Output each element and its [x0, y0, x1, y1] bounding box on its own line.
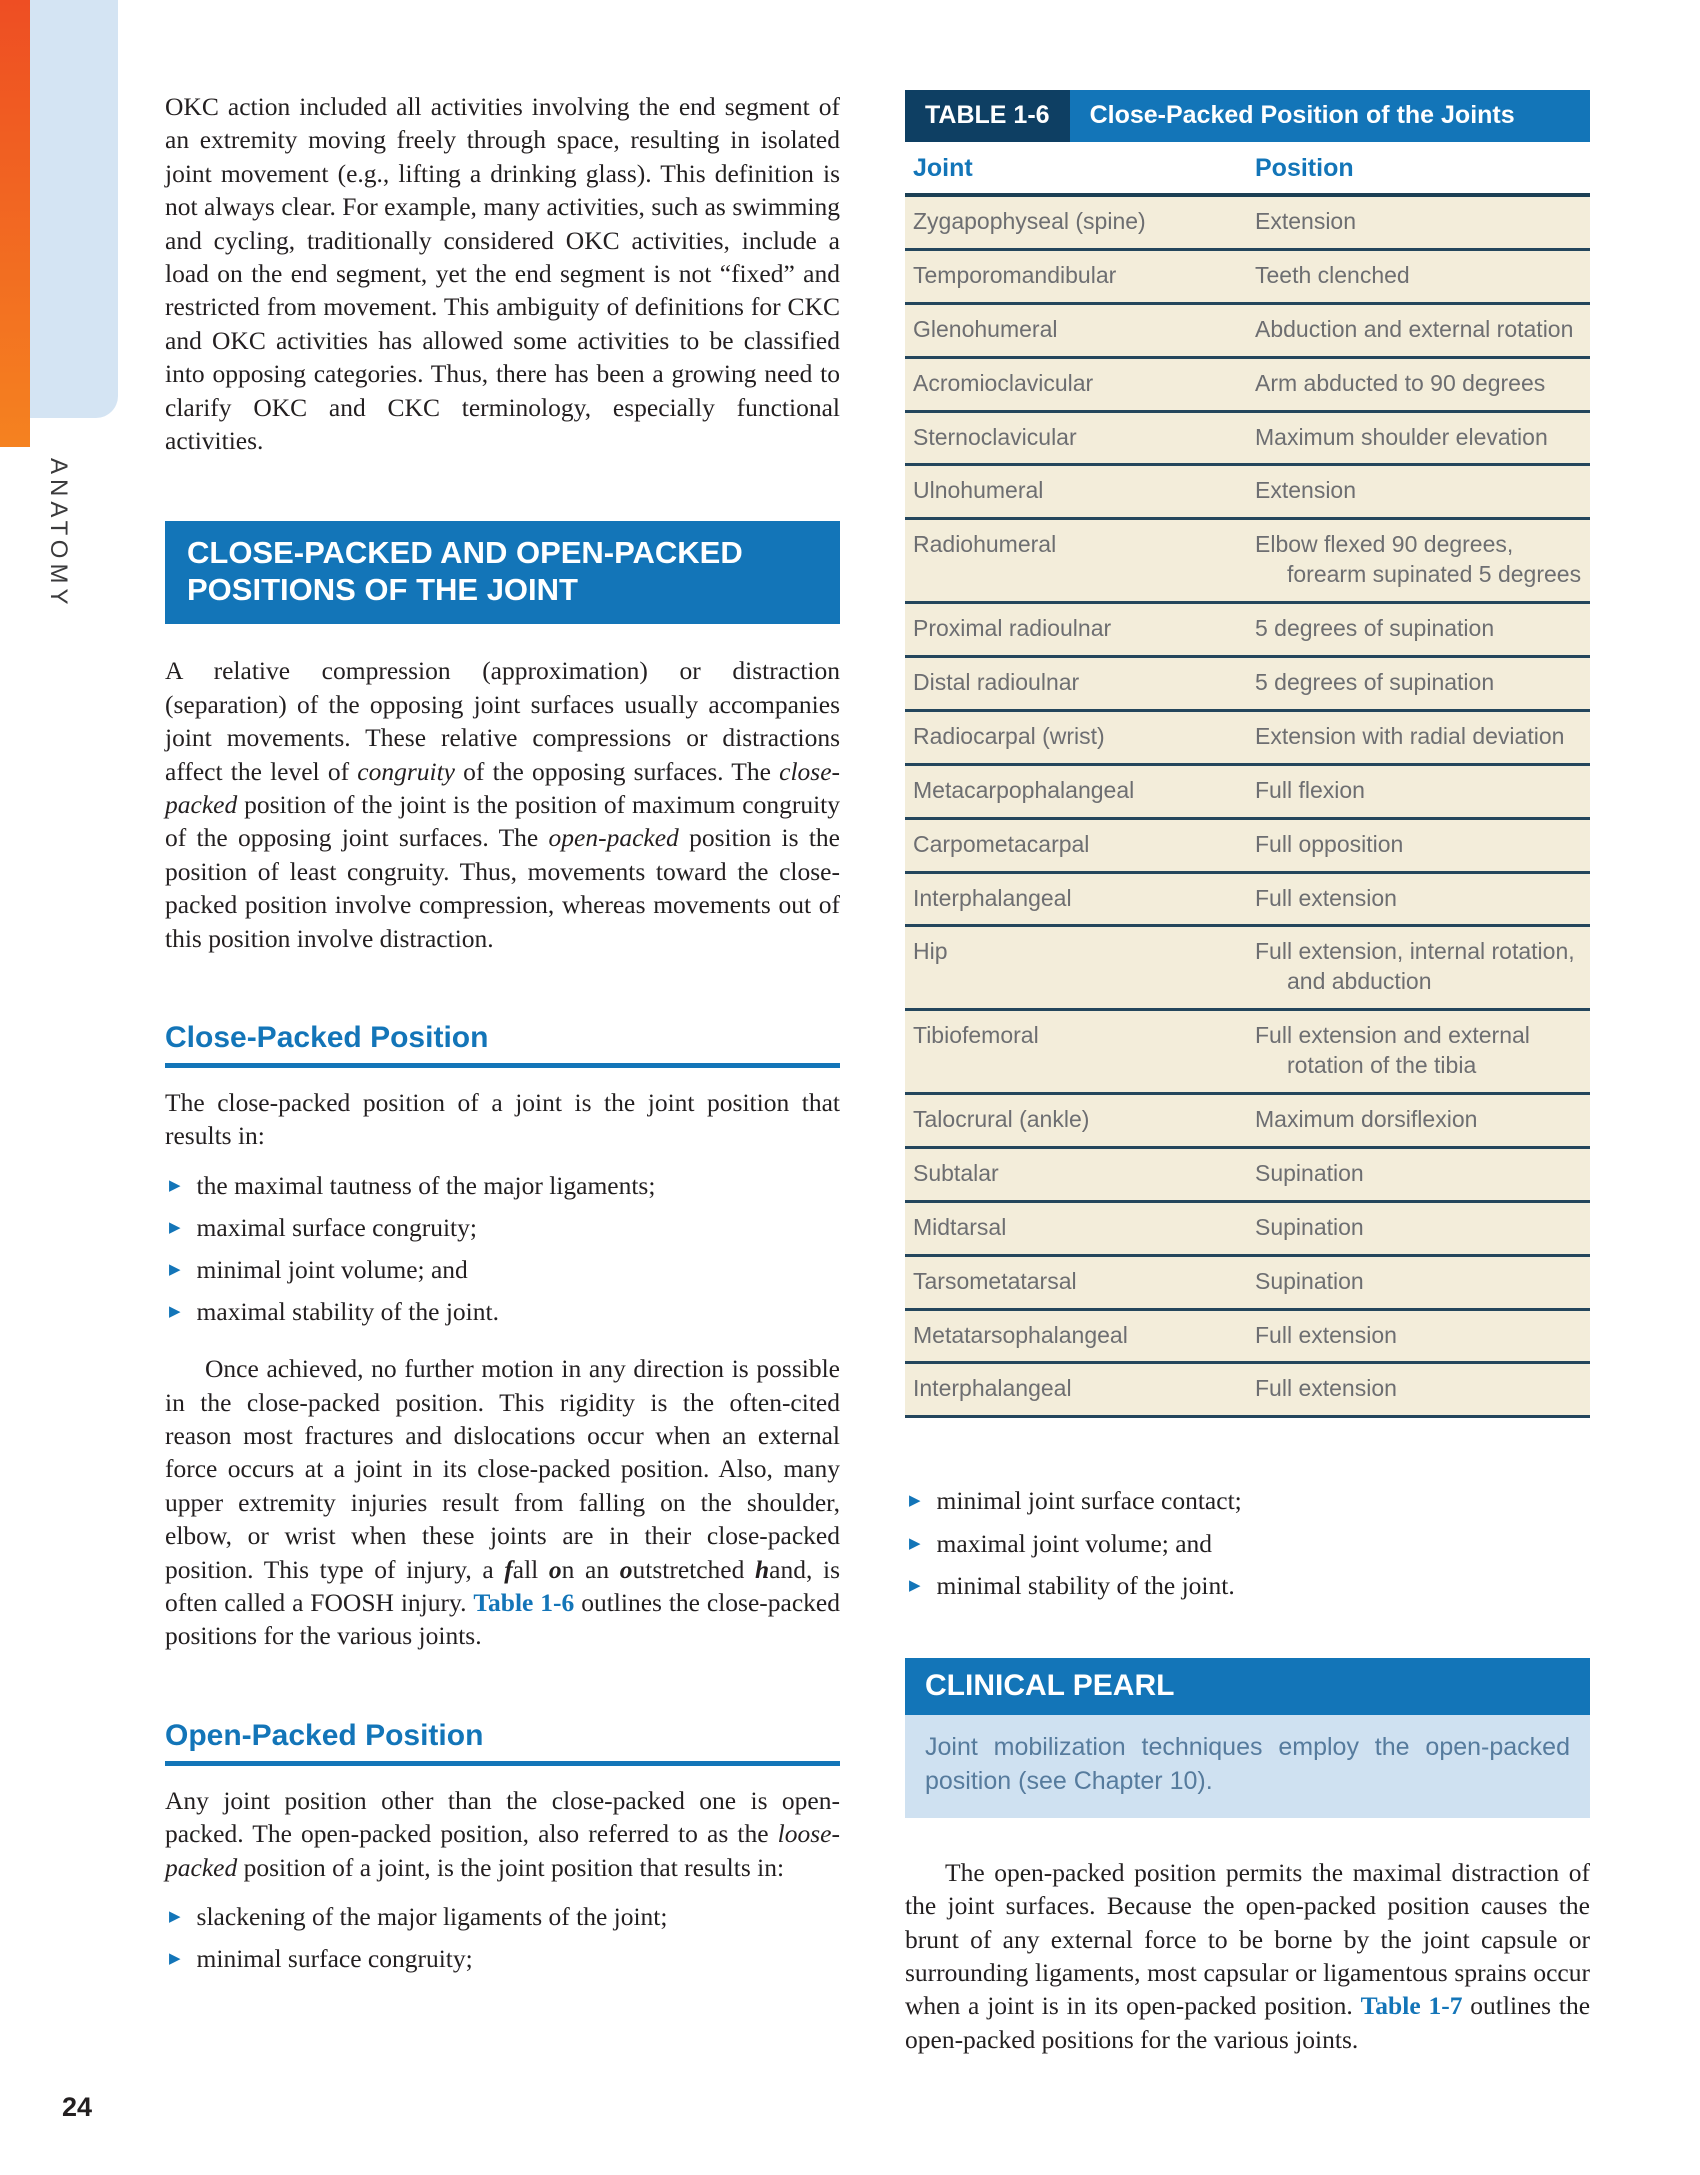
cell-joint: Tibiofemoral	[913, 1022, 1039, 1049]
paragraph-congruity: A relative compression (approximation) or distraction (separation) of the opposing joint surfaces usually accompanies joint movements. These relative compressions or distractions affect the level of congruity of the opposing surfaces. The close-packed position of the joint is the position of maximum congruity of the opposing joint surfaces. The open-packed position is the position of least congruity. Thus, movements toward the close-packed position involve compression, whereas movements out of this position involve distraction.	[165, 656, 841, 953]
cell-position: Full extension	[1255, 1321, 1397, 1348]
table-row	[905, 413, 1590, 467]
cell-joint: Metacarpophalangeal	[913, 776, 1135, 803]
table-title-bar	[905, 90, 1590, 142]
clinical-pearl-box	[905, 1658, 1590, 1818]
bullet-item	[167, 1169, 840, 1202]
subheading-close-packed-position: Close-Packed Position	[165, 1021, 840, 1068]
cell-joint: Glenohumeral	[913, 315, 1058, 342]
section-heading-close-open-packed: CLOSE-PACKED AND OPEN-PACKED POSITIONS OF THE JOINT	[165, 521, 840, 624]
table-row	[905, 197, 1590, 251]
page-number: 24	[62, 2092, 93, 2122]
table-row	[905, 251, 1590, 305]
table-row	[905, 766, 1590, 820]
bullet-text: maximal stability of the joint.	[196, 1297, 499, 1327]
cell-position: Extension	[1255, 477, 1357, 504]
cell-joint: Ulnohumeral	[913, 477, 1044, 504]
edge-orange-bar	[0, 0, 30, 447]
bullet-triangle-icon: ▶	[909, 1577, 921, 1594]
cell-position: Full extension and external rotation of the tibia	[1255, 1022, 1530, 1079]
bullet-text: minimal joint surface contact;	[936, 1486, 1242, 1516]
table-row	[905, 520, 1590, 604]
cell-position: Extension with radial deviation	[1255, 722, 1565, 749]
cell-joint: Hip	[913, 938, 948, 965]
table-header-row	[905, 142, 1590, 197]
table-title: Close-Packed Position of the Joints	[1070, 90, 1590, 142]
bullet-text: maximal surface congruity;	[196, 1212, 477, 1242]
cell-joint: Interphalangeal	[913, 1375, 1072, 1402]
cell-position: Arm abducted to 90 degrees	[1255, 369, 1546, 396]
cell-joint: Talocrural (ankle)	[913, 1106, 1090, 1133]
table-row	[905, 712, 1590, 766]
bullet-text: maximal joint volume; and	[936, 1528, 1213, 1558]
chapter-sidebar-label: ANATOMY	[45, 458, 72, 610]
table-row	[905, 1095, 1590, 1149]
cell-position: Abduction and external rotation	[1255, 315, 1574, 342]
bullet-triangle-icon: ▶	[169, 1177, 181, 1194]
bullet-triangle-icon: ▶	[169, 1219, 181, 1236]
cell-position: 5 degrees of supination	[1255, 669, 1495, 696]
cell-joint: Temporomandibular	[913, 261, 1117, 288]
bullet-triangle-icon: ▶	[169, 1304, 181, 1321]
bullet-text: slackening of the major ligaments of the joint;	[196, 1902, 668, 1931]
table-row	[905, 658, 1590, 712]
cell-joint: Acromioclavicular	[913, 369, 1094, 396]
cell-position: Full extension	[1255, 884, 1397, 911]
table-row	[905, 1311, 1590, 1365]
subheading-open-packed-position: Open-Packed Position	[165, 1719, 840, 1766]
cell-position: Supination	[1255, 1267, 1364, 1294]
bullet-text: minimal surface congruity;	[196, 1944, 473, 1974]
bullet-item	[167, 1295, 840, 1328]
bullet-item	[907, 1484, 1590, 1517]
bullet-text: the maximal tautness of the major ligaments;	[196, 1170, 656, 1200]
table-row	[905, 820, 1590, 874]
cell-position: Teeth clenched	[1255, 261, 1410, 288]
bullet-triangle-icon: ▶	[909, 1493, 921, 1510]
table-row	[905, 466, 1590, 520]
table-row	[905, 305, 1590, 359]
table-row	[905, 1364, 1590, 1418]
left-column	[165, 90, 840, 2056]
table-row	[905, 604, 1590, 658]
table-row	[905, 359, 1590, 413]
cell-joint: Radiocarpal (wrist)	[913, 722, 1105, 749]
bullet-item	[907, 1569, 1590, 1602]
cell-position: Supination	[1255, 1213, 1364, 1240]
cell-joint: Midtarsal	[913, 1213, 1007, 1240]
bullet-item	[167, 1211, 840, 1244]
bullet-item	[167, 1253, 840, 1286]
cell-joint: Tarsometatarsal	[913, 1267, 1077, 1294]
cell-joint: Sternoclavicular	[913, 423, 1077, 450]
table-row	[905, 1149, 1590, 1203]
bullet-item	[167, 1900, 840, 1933]
cell-joint: Subtalar	[913, 1159, 999, 1186]
bullet-triangle-icon: ▶	[169, 1909, 181, 1925]
cell-joint: Radiohumeral	[913, 531, 1057, 558]
bullet-triangle-icon: ▶	[169, 1951, 181, 1968]
open-packed-bullet-list	[167, 1900, 840, 1975]
paragraph-open-packed-distraction: The open-packed position permits the maximal distraction of the joint surfaces. Because the open-packed position causes the brunt of any external force to be borne by the joint capsule or surrounding ligaments, most capsular or ligamentous sprains occur when a joint is in its open-packed position. Table 1-7 outlines the open-packed positions for the various joints.	[905, 1857, 1591, 2054]
cell-position: Maximum dorsiflexion	[1255, 1106, 1478, 1133]
cell-position: Maximum shoulder elevation	[1255, 423, 1548, 450]
paragraph-okc-definition: OKC action included all activities involving the end segment of an extremity moving freely through space, resulting in isolated joint movement (e.g., lifting a drinking glass). This definition is not always clear. For example, many activities, such as swimming and cycling, traditionally considered OKC activities, include a load on the end segment, yet the end segment is not “fixed” and restricted from movement. This ambiguity of definitions for CKC and OKC activities has allowed some activities to be classified into opposing categories. Thus, there has been a growing need to clarify OKC and CKC terminology, especially functional activities.	[165, 92, 840, 455]
cell-position: Full flexion	[1255, 776, 1365, 803]
bullet-text: minimal joint volume; and	[196, 1255, 468, 1285]
close-packed-bullet-list	[167, 1169, 840, 1329]
cell-joint: Distal radioulnar	[913, 669, 1080, 696]
cell-position: Full opposition	[1255, 830, 1404, 857]
two-column-layout	[165, 90, 1590, 2056]
table-number-label: TABLE 1-6	[905, 90, 1070, 142]
table-1-6	[905, 90, 1590, 1418]
bullet-triangle-icon: ▶	[169, 1262, 181, 1279]
open-packed-bullet-list-continued	[907, 1484, 1590, 1601]
bullet-item	[907, 1527, 1590, 1560]
cell-position: Full extension, internal rotation, and abduction	[1255, 938, 1575, 995]
open-packed-intro: Any joint position other than the close-packed one is open-packed. The open-packed position, also referred to as the loose-packed position of a joint, is the joint position that results in:	[165, 1785, 840, 1882]
cell-position: Elbow flexed 90 degrees, forearm supinated 5 degrees	[1255, 531, 1582, 588]
cell-joint: Carpometacarpal	[913, 830, 1090, 857]
cell-joint: Metatarsophalangeal	[913, 1321, 1128, 1348]
clinical-pearl-text: Joint mobilization techniques employ the open-packed position (see Chapter 10).	[905, 1715, 1590, 1818]
bullet-triangle-icon: ▶	[909, 1535, 921, 1552]
cell-position: Extension	[1255, 208, 1357, 234]
table-row	[905, 1203, 1590, 1257]
column-header-position: Position	[1255, 154, 1354, 182]
right-column	[905, 90, 1590, 2056]
table-row	[905, 1257, 1590, 1311]
column-header-joint: Joint	[913, 154, 973, 182]
clinical-pearl-heading: CLINICAL PEARL	[905, 1658, 1590, 1715]
close-packed-intro: The close-packed position of a joint is the joint position that results in:	[165, 1087, 840, 1151]
paragraph-once-achieved: Once achieved, no further motion in any direction is possible in the close-packed position. This rigidity is the often-cited reason most fractures and dislocations occur when an external force occurs at a joint in its close-packed position. Also, many upper extremity injuries result from falling on the shoulder, elbow, or wrist when these joints are in their close-packed position. This type of injury, a fall on an outstretched hand, is often called a FOOSH injury. Table 1-6 outlines the close-packed positions for the various joints.	[165, 1354, 840, 1651]
cell-position: Supination	[1255, 1159, 1364, 1186]
cell-joint: Proximal radioulnar	[913, 615, 1112, 642]
cell-position: 5 degrees of supination	[1255, 615, 1495, 642]
bullet-item	[167, 1942, 840, 1975]
cell-joint: Interphalangeal	[913, 884, 1072, 911]
table-row	[905, 927, 1590, 1011]
table-row	[905, 1011, 1590, 1095]
bullet-text: minimal stability of the joint.	[936, 1570, 1235, 1600]
cell-joint: Zygapophyseal (spine)	[913, 208, 1146, 234]
cell-position: Full extension	[1255, 1375, 1397, 1402]
table-row	[905, 874, 1590, 928]
table-body	[905, 197, 1590, 1418]
